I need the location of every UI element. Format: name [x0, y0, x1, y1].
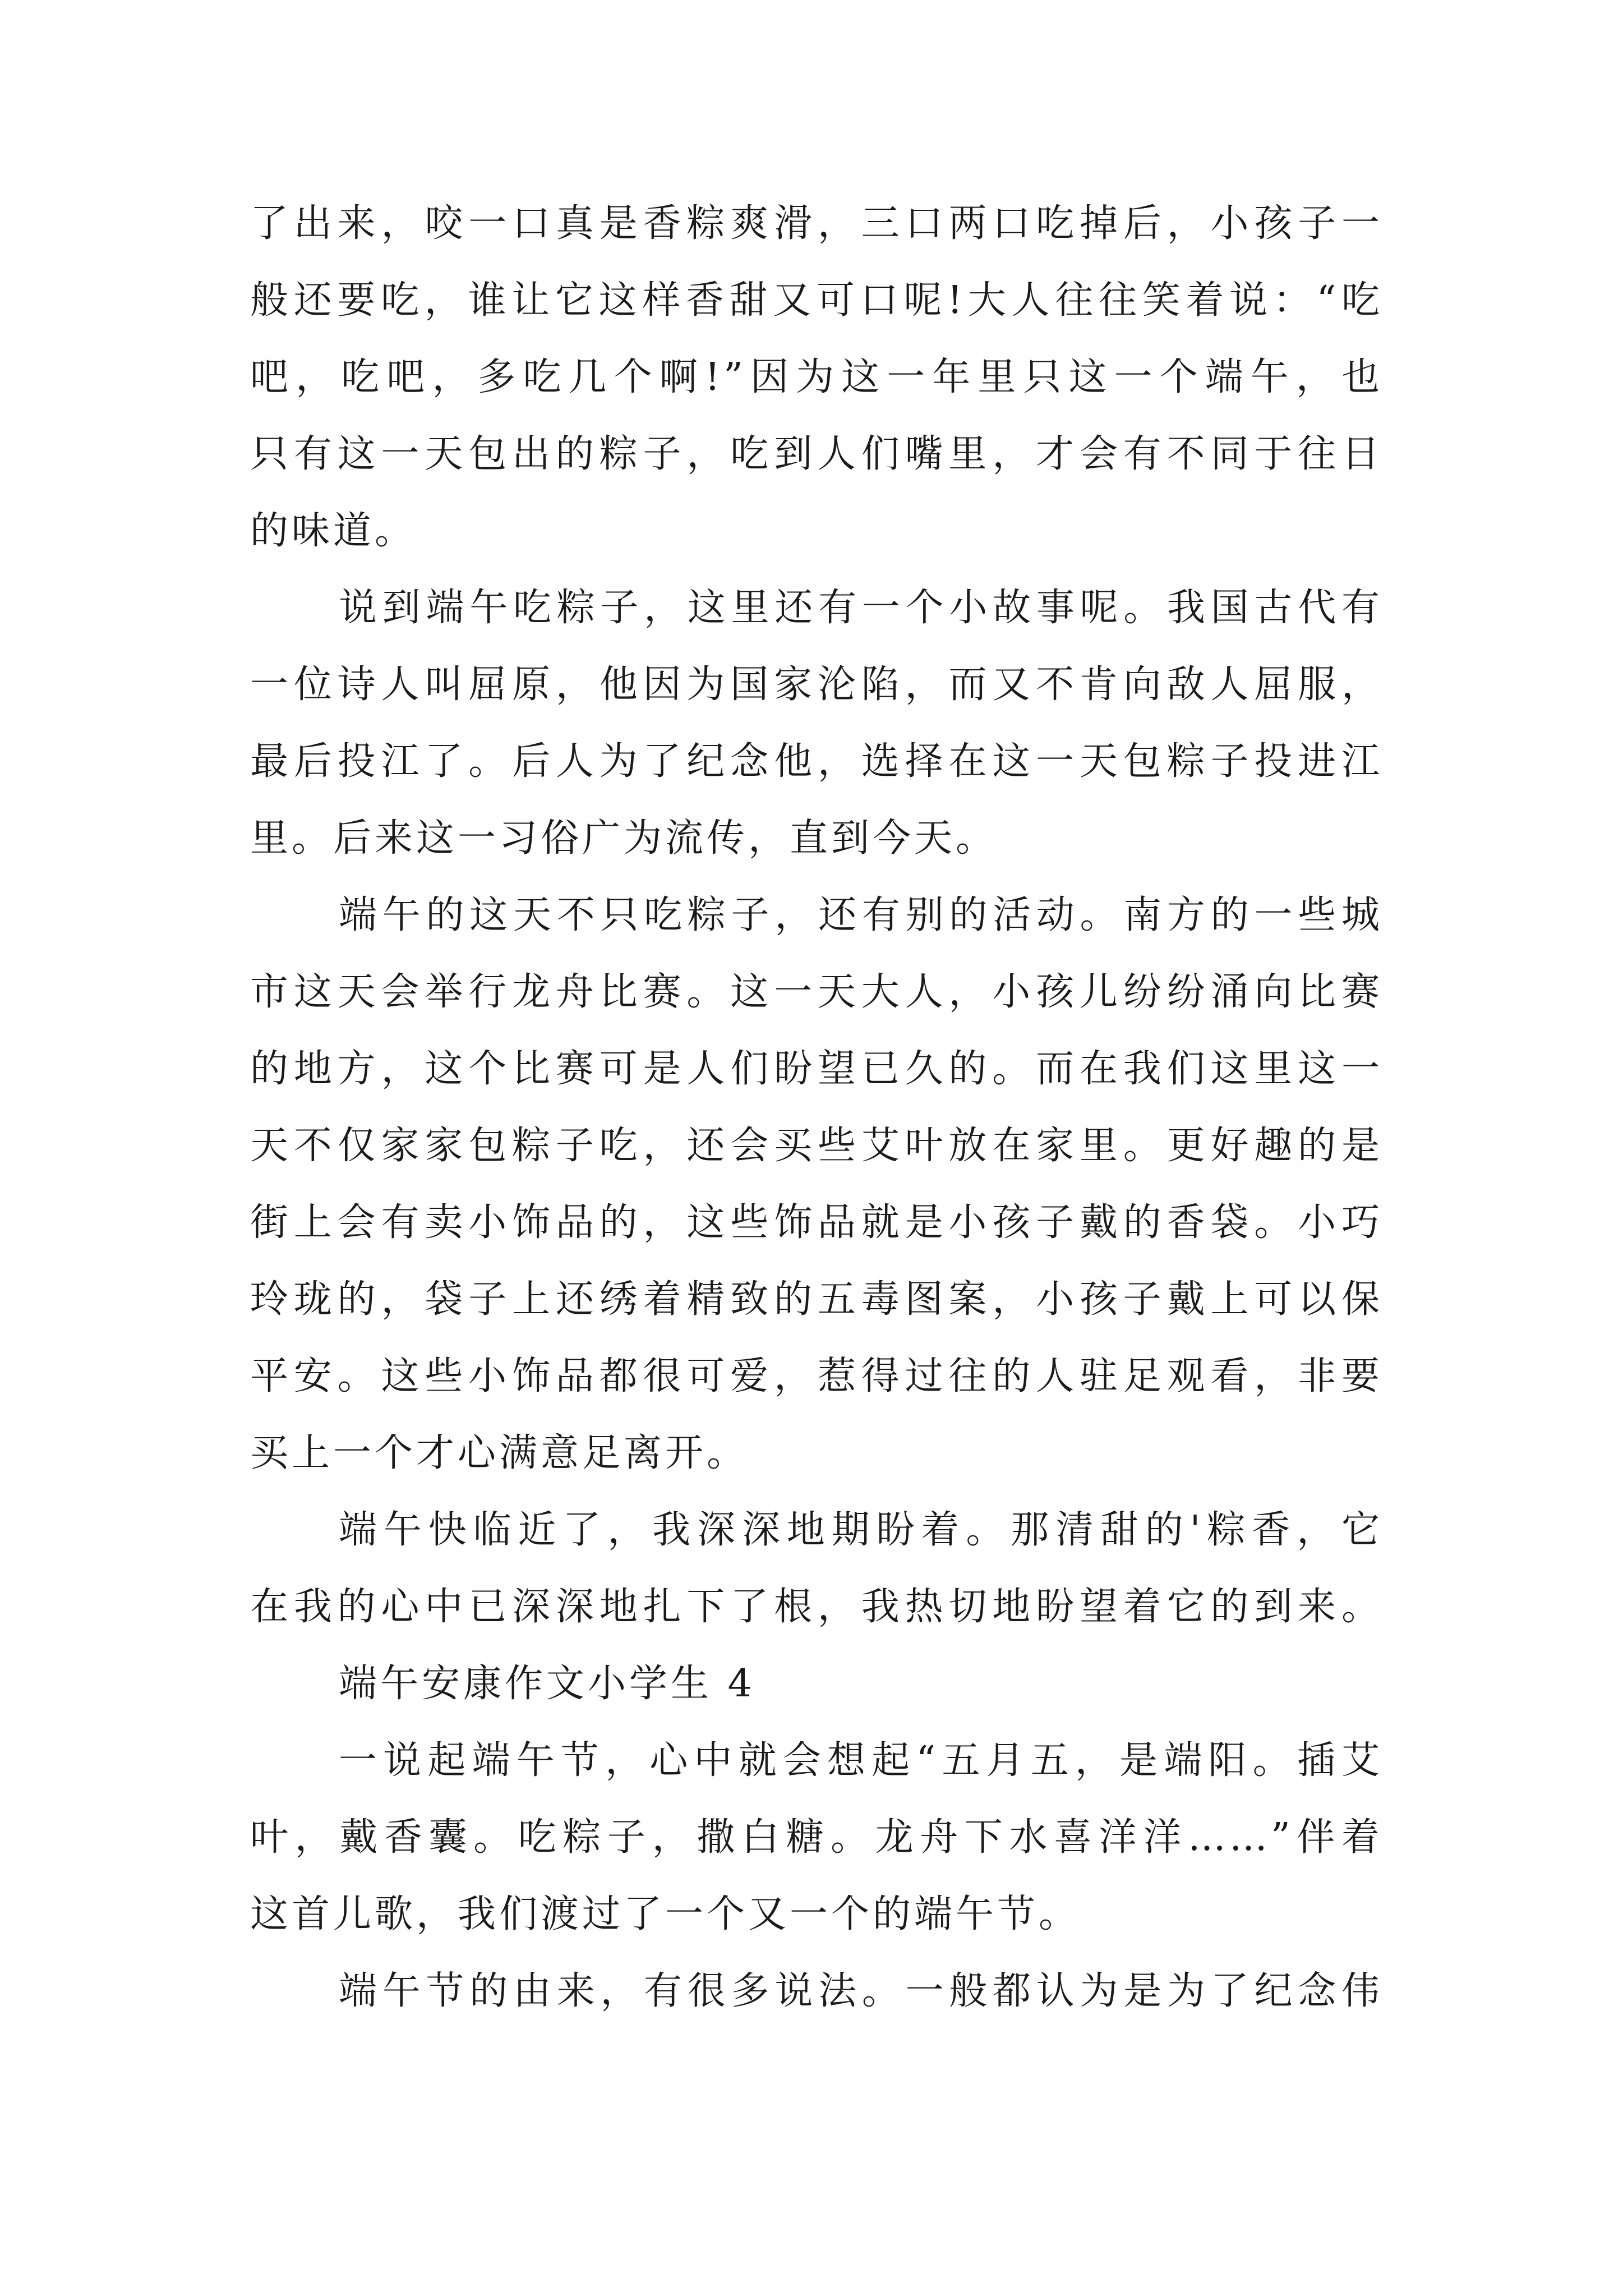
document-body	[250, 185, 1383, 2030]
text-line: 在我的心中已深深地扎下了根，我热切地盼望着它的到来。	[250, 1585, 1383, 1629]
text-line: 市这天会举行龙舟比赛。这一天大人，小孩儿纷纷涌向比赛	[250, 970, 1383, 1014]
text-line: 端午的这天不只吃粽子，还有别的活动。南方的一些城	[339, 893, 1383, 937]
text-line: 只有这一天包出的粽子，吃到人们嘴里，才会有不同于往日	[250, 432, 1383, 476]
text-line: 端午快临近了，我深深地期盼着。那清甜的'粽香，它	[339, 1508, 1383, 1552]
text-line: 平安。这些小饰品都很可爱，惹得过往的人驻足观看，非要	[250, 1354, 1383, 1398]
text-line: 吧，吃吧，多吃几个啊!”因为这一年里只这一个端午，也	[250, 355, 1383, 399]
text-line: 里。后来这一习俗广为流传，直到今天。	[250, 816, 998, 861]
text-line: 端午安康作文小学生 4	[339, 1662, 755, 1706]
text-line: 一说起端午节，心中就会想起“五月五，是端阳。插艾	[339, 1738, 1383, 1783]
text-line: 的味道。	[250, 509, 417, 553]
text-line: 了出来，咬一口真是香粽爽滑，三口两口吃掉后，小孩子一	[250, 201, 1383, 246]
text-line: 一位诗人叫屈原，他因为国家沦陷，而又不肯向敌人屈服，	[250, 662, 1383, 707]
text-line: 玲珑的，袋子上还绣着精致的五毒图案，小孩子戴上可以保	[250, 1277, 1383, 1322]
text-line: 叶，戴香囊。吃粽子，撒白糖。龙舟下水喜洋洋……”伴着	[250, 1815, 1383, 1860]
text-line: 这首儿歌，我们渡过了一个又一个的端午节。	[250, 1892, 1081, 1936]
text-line: 最后投江了。后人为了纪念他，选择在这一天包粽子投进江	[250, 739, 1383, 784]
text-line: 买上一个才心满意足离开。	[250, 1431, 749, 1475]
text-line: 的地方，这个比赛可是人们盼望已久的。而在我们这里这一	[250, 1047, 1383, 1091]
text-line: 般还要吃，谁让它这样香甜又可口呢!大人往往笑着说：“吃	[250, 278, 1383, 323]
text-line: 天不仅家家包粽子吃，还会买些艾叶放在家里。更好趣的是	[250, 1124, 1383, 1168]
text-line: 街上会有卖小饰品的，这些饰品就是小孩子戴的香袋。小巧	[250, 1200, 1383, 1245]
text-line: 端午节的由来，有很多说法。一般都认为是为了纪念伟	[339, 1969, 1383, 2013]
text-line: 说到端午吃粽子，这里还有一个小故事呢。我国古代有	[339, 586, 1383, 630]
